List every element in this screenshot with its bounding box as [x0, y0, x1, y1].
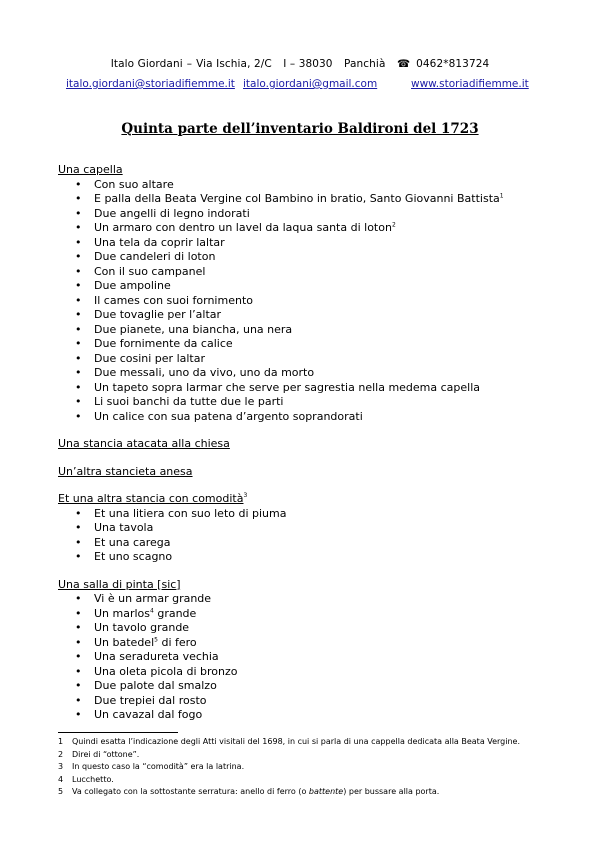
footnotes [58, 736, 558, 799]
footnote-ref: 4 [150, 606, 154, 614]
website-link[interactable]: www.storiadifiemme.it [411, 78, 529, 90]
section-heading: Una salla di pinta [sic] [58, 577, 181, 591]
inventory-list [58, 592, 558, 723]
list-item: • Due palote dal smalzo [75, 679, 217, 692]
list-item: • Et una litiera con suo leto di piuma [75, 506, 287, 520]
list-item: • Una tela da coprir laltar [75, 235, 225, 249]
list-item: • Due ampoline [75, 279, 171, 292]
footnote-ref: 5 [154, 635, 158, 643]
footnote: 4 Lucchetto. [58, 774, 114, 784]
footnote: 1 Quindi esatta l’indicazione degli Atti visitali del 1698, in cui si parla di una cappella dedicata alla Beata Vergine. [58, 737, 521, 746]
list-item: • Due pianete, una biancha, una nera [75, 322, 293, 336]
inventory-list [58, 507, 558, 565]
list-item: • Un batedel$^5$ di fero [75, 635, 197, 649]
list-item: • Un tavolo grande [75, 621, 190, 634]
list-item: • Una tavola [75, 521, 154, 534]
document-title: Quinta parte dell’inventario Baldironi del 1723 [121, 121, 479, 137]
town: Panchià [344, 58, 386, 70]
list-item: • E palla della Beata Vergine col Bambino in bratio, Santo Giovanni Battista$^1$ [75, 192, 504, 205]
list-item: • Una seradureta vechia [75, 650, 219, 663]
section-heading: Un’altra stancieta anesa [58, 464, 193, 478]
inventory-list [58, 178, 558, 425]
list-item: • Un cavazal dal fogo [75, 708, 203, 721]
list-item: • Due candeleri di loton [75, 250, 216, 263]
list-item: • Un armaro con dentro un lavel da laqua santa di loton$^2$ [75, 221, 396, 234]
author-name: Italo Giordani [110, 58, 183, 70]
email-link-secondary[interactable]: italo.giordani@gmail.com [243, 78, 378, 90]
phone-number: 0462*813724 [416, 58, 490, 70]
list-item: • Due tovaglie per l’altar [75, 308, 222, 321]
list-item: • Vi è un armar grande [75, 592, 212, 605]
list-item: • Un tapeto sopra larmar che serve per sagrestia nella medema capella [75, 380, 481, 394]
list-item: • Il cames con suoi fornimento [75, 293, 253, 307]
street-address: Via Ischia, 2/C [196, 58, 272, 70]
list-item: • Con il suo campanel [75, 264, 206, 278]
list-item: • Due trepiei dal rosto [75, 693, 207, 707]
postal-code: I – 38030 [283, 58, 333, 70]
list-item: • Due fornimente da calice [75, 337, 233, 350]
footnote: 5 Va collegato con la sottostante serratura: anello di ferro (o battente) per bussare alla porta. [58, 787, 440, 796]
list-item: • Un marlos$^4$ grande [75, 606, 197, 620]
letterhead-address: Italo Giordani – Via Ischia, 2/C I – 38030 Panchià ☎ 0462*813724 [110, 58, 490, 70]
section-heading: Una stancia atacata alla chiesa [58, 437, 230, 450]
list-item: • Con suo altare [75, 177, 174, 191]
list-item: • Et una carega [75, 535, 171, 549]
footnote: 3 In questo caso la “comodità” era la latrina. [58, 762, 245, 771]
email-link-primary[interactable]: italo.giordani@storiadifiemme.it [66, 78, 235, 90]
footnote-divider [58, 732, 178, 733]
list-item: • Una oleta picola di bronzo [75, 664, 238, 678]
section-heading: Et una altra stancia con comodità$^3$ [58, 492, 248, 505]
inventory-body [58, 163, 558, 723]
list-item: • Li suoi banchi da tutte due le parti [75, 395, 284, 408]
footnote-ref: 1 [499, 192, 504, 200]
section-heading: Una capella [58, 163, 123, 176]
list-item: • Et uno scagno [75, 550, 173, 563]
list-item: • Due cosini per laltar [75, 351, 205, 365]
list-item: • Un calice con sua patena d’argento soprandorati [75, 409, 363, 423]
list-item: • Due angelli di legno indorati [75, 206, 250, 220]
telephone-icon: ☎ [396, 58, 411, 70]
footnote-ref: 2 [391, 221, 396, 229]
list-item: • Due messali, uno da vivo, uno da morto [75, 366, 315, 379]
footnote: 2 Direi di “ottone”. [58, 749, 140, 759]
